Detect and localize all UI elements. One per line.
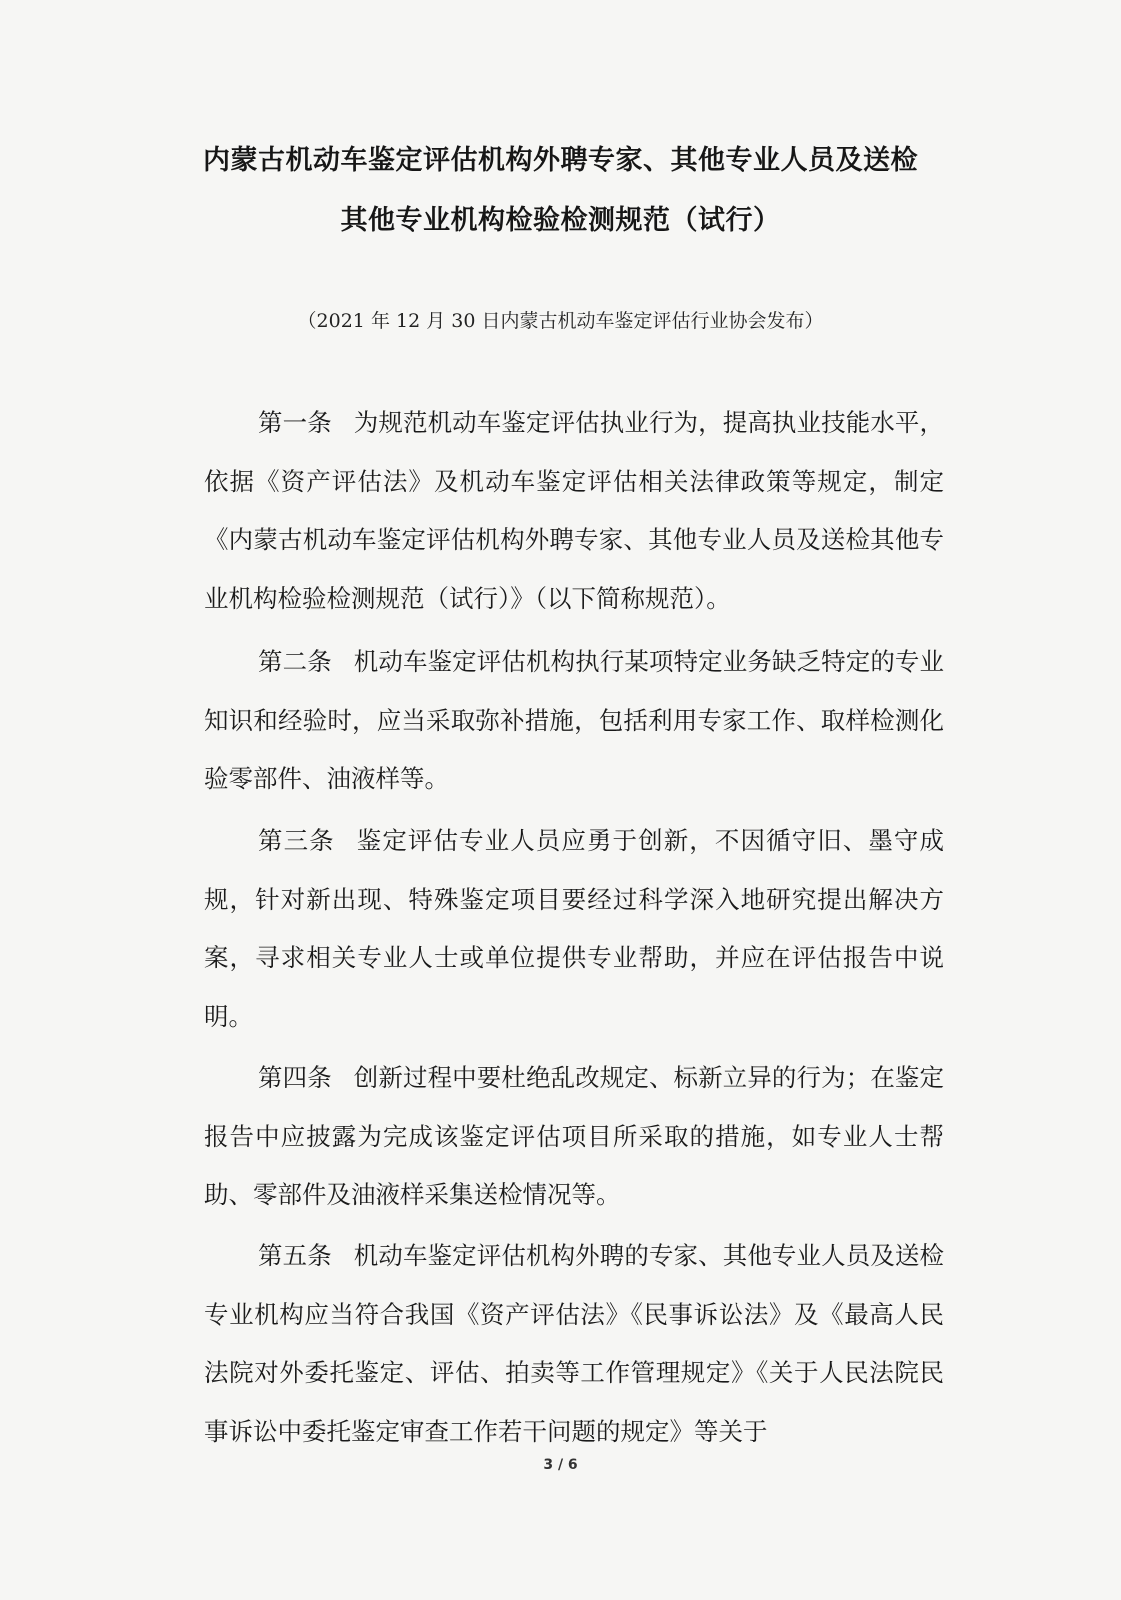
article-text: 机动车鉴定评估机构外聘的专家、其他专业人员及送检专业机构应当符合我国《资产评估法》《民事诉讼法》及《最高人民法院对外委托鉴定、评估、拍卖等工作管理规定》《关于人民法院民事诉讼中委托鉴定审查工作若干问题的规定》等关于 bbox=[204, 1241, 944, 1446]
article-2 bbox=[204, 633, 944, 809]
article-3 bbox=[204, 812, 944, 1046]
article-label: 第四条 bbox=[258, 1063, 332, 1092]
article-label: 第二条 bbox=[258, 647, 332, 676]
article-text: 机动车鉴定评估机构执行某项特定业务缺乏特定的专业知识和经验时，应当采取弥补措施，包括利用专家工作、取样检测化验零部件、油液样等。 bbox=[204, 647, 945, 793]
article-1 bbox=[204, 394, 944, 628]
article-text: 为规范机动车鉴定评估执业行为，提高执业技能水平，依据《资产评估法》及机动车鉴定评估相关法律政策等规定，制定《内蒙古机动车鉴定评估机构外聘专家、其他专业人员及送检其他专业机构检验检测规范（试行）》（以下简称规范）。 bbox=[204, 408, 945, 613]
article-label: 第三条 bbox=[258, 826, 335, 855]
page-number: 3 / 6 bbox=[543, 1457, 578, 1473]
document-title-line-1: 内蒙古机动车鉴定评估机构外聘专家、其他专业人员及送检 bbox=[203, 145, 918, 176]
document-title-line-2: 其他专业机构检验检测规范（试行） bbox=[340, 205, 781, 236]
article-5 bbox=[204, 1227, 944, 1461]
publication-note: （2021 年 12 月 30 日内蒙古机动车鉴定评估行业协会发布） bbox=[297, 310, 824, 332]
article-text: 创新过程中要杜绝乱改规定、标新立异的行为；在鉴定报告中应披露为完成该鉴定评估项目所采取的措施，如专业人士帮助、零部件及油液样采集送检情况等。 bbox=[204, 1063, 945, 1209]
article-text: 鉴定评估专业人员应勇于创新，不因循守旧、墨守成规，针对新出现、特殊鉴定项目要经过科学深入地研究提出解决方案，寻求相关专业人士或单位提供专业帮助，并应在评估报告中说明。 bbox=[204, 826, 945, 1031]
article-4 bbox=[204, 1049, 944, 1225]
article-label: 第五条 bbox=[258, 1241, 332, 1270]
article-label: 第一条 bbox=[258, 408, 332, 437]
